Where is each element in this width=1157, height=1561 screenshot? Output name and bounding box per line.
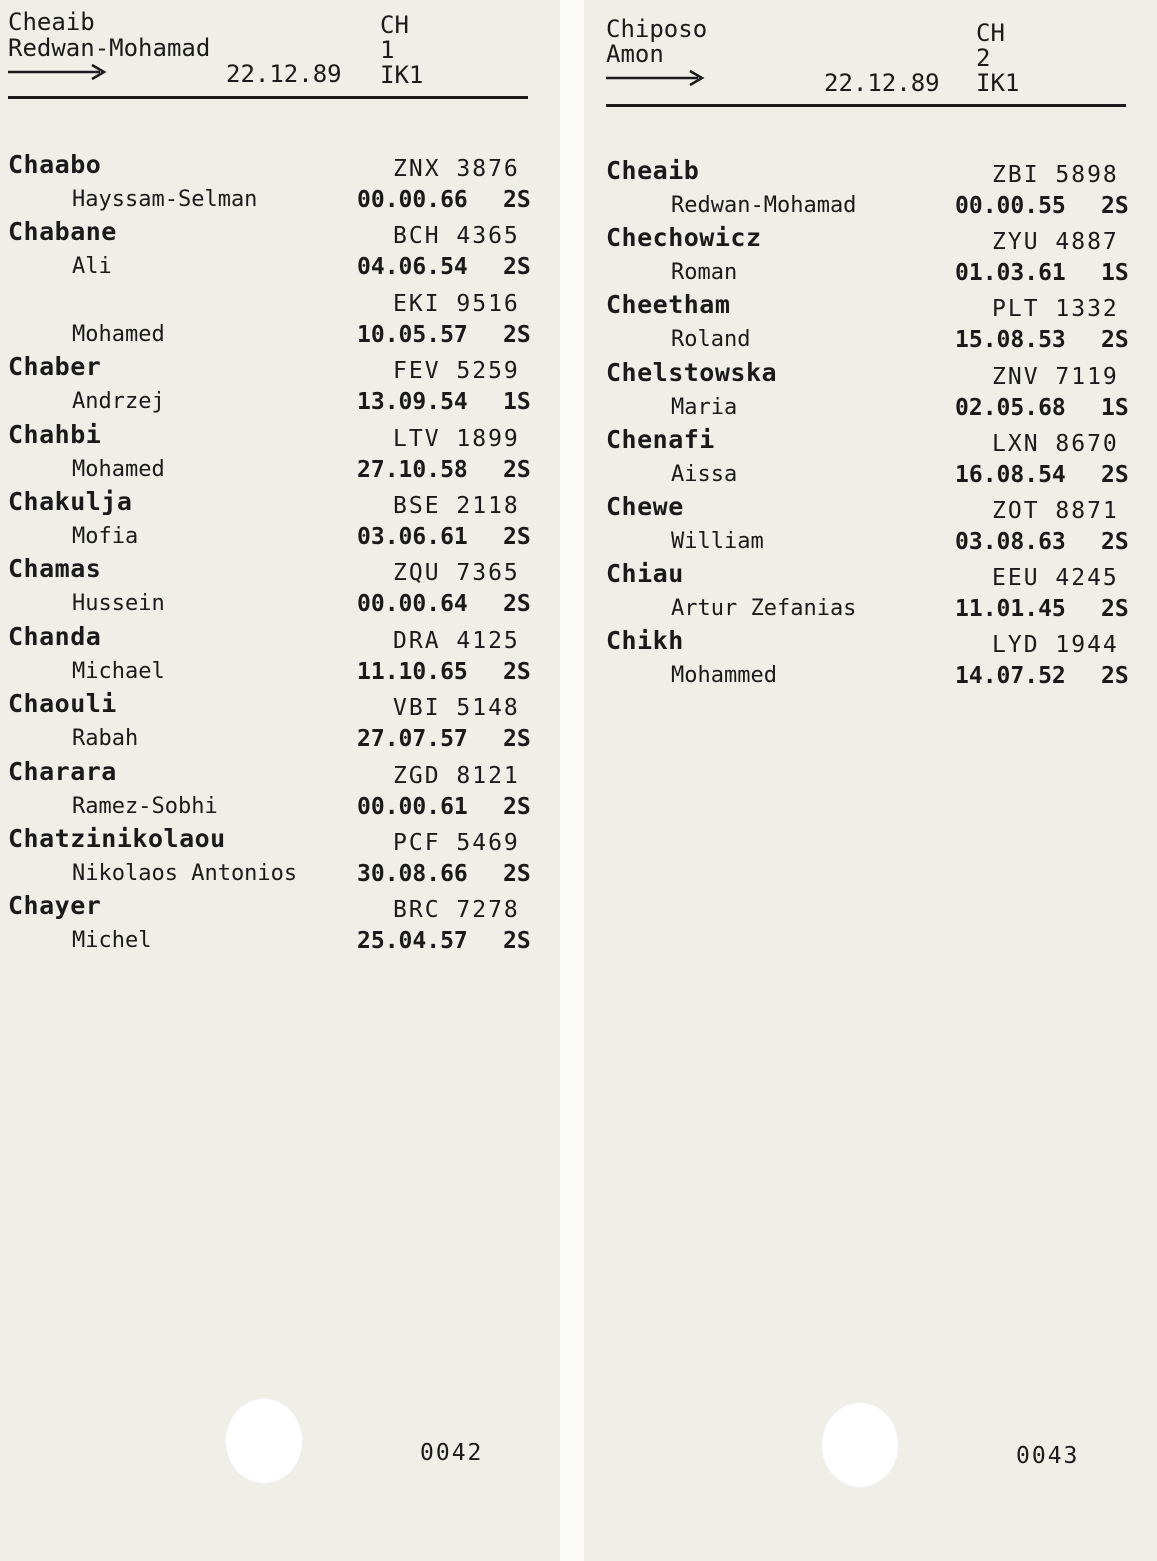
entry-date: 03.08.63 [955,529,1066,555]
index-card-left [0,0,560,1561]
entry-date: 03.06.61 [357,524,468,550]
header-given-name: Amon [606,40,664,68]
entry-class: 2S [503,456,531,483]
entry-given-name: Ramez-Sobhi [72,793,218,819]
entry-class: 2S [503,591,531,618]
entry-class: 2S [1101,461,1129,488]
entry-given-name: Mohamed [72,456,165,482]
entry-surname: Chayer [8,891,102,921]
entry-code: ZNV 7119 [992,363,1119,390]
header-code: IK1 [976,69,1020,97]
entry-date: 00.00.55 [955,193,1066,219]
index-card-right [584,0,1157,1561]
entry-date: 01.03.61 [955,260,1066,287]
entry-class: 2S [1101,529,1129,555]
entry-code: ZQU 7365 [393,560,520,587]
header-card-number: 2 [976,44,991,72]
entry-surname: Chabane [8,217,117,247]
entry-date: 14.07.52 [955,663,1066,690]
entry-date: 27.10.58 [357,456,468,483]
header-card-number: 1 [380,36,395,64]
entry-code: PLT 1332 [992,296,1119,323]
page-number: 0042 [420,1440,484,1466]
entry-date: 10.05.57 [357,321,468,348]
entry-class: 2S [503,658,531,685]
entry-code: FEV 5259 [393,358,520,385]
entry-date: 15.08.53 [955,327,1066,354]
entry-code: LXN 8670 [992,430,1119,457]
entry-given-name: Michael [72,658,165,684]
entry-surname: Chahbi [8,419,102,449]
header-given-name: Redwan-Mohamad [8,34,211,62]
entry-class: 2S [503,726,531,753]
entry-date: 00.00.61 [357,793,468,820]
entry-date: 04.06.54 [357,254,468,281]
entry-class: 2S [1101,663,1129,690]
entry-code: BRC 7278 [393,897,520,924]
entry-code: ZOT 8871 [992,498,1119,524]
entry-code: DRA 4125 [393,627,520,654]
page-number: 0043 [1016,1443,1080,1469]
entry-surname: Chenafi [606,424,715,454]
entry-code: EEU 4245 [992,565,1119,592]
arrow-right-icon [8,62,108,82]
entry-given-name: Mofia [72,524,139,549]
punch-hole [821,1402,899,1488]
entry-date: 16.08.54 [955,461,1066,488]
entry-class: 2S [1101,596,1129,623]
entry-given-name: Roman [671,260,738,286]
header-surname: Chiposo [606,15,708,43]
entry-class: 2S [1101,327,1129,354]
entry-given-name: William [671,529,764,554]
entry-surname: Cheetham [606,290,731,320]
arrow-right-icon [606,68,706,88]
entry-surname: Chiau [606,559,684,589]
entry-surname: Charara [8,756,117,786]
entry-surname: Chamas [8,554,102,584]
entry-code: ZYU 4887 [992,229,1119,256]
entry-given-name: Hayssam-Selman [72,187,258,212]
entry-class: 2S [503,524,531,550]
entry-surname: Chikh [606,626,684,656]
header-date: 22.12.89 [824,69,940,97]
entry-surname: Chakulja [8,487,133,516]
entry-surname: Chaabo [8,150,102,179]
entry-date: 13.09.54 [357,389,468,416]
entry-surname: Cheaib [606,156,700,185]
entry-code: ZBI 5898 [992,162,1119,188]
entry-given-name: Ali [72,254,112,280]
entry-class: 2S [503,254,531,281]
header-series: CH [380,11,409,39]
entry-class: 1S [503,389,531,416]
entry-code: BSE 2118 [393,493,520,519]
entry-class: 1S [1101,394,1129,421]
header-series: CH [976,19,1005,47]
entry-class: 2S [503,928,531,955]
entry-date: 25.04.57 [357,928,468,955]
entry-given-name: Hussein [72,591,165,617]
header-code: IK1 [380,61,424,89]
entry-date: 11.01.45 [955,596,1066,623]
entry-code: BCH 4365 [393,223,520,250]
entry-code: PCF 5469 [393,830,520,856]
entry-given-name: Artur Zefanias [671,596,857,622]
entry-date: 30.08.66 [357,861,468,887]
entry-date: 11.10.65 [357,658,468,685]
entry-given-name: Redwan-Mohamad [671,193,857,218]
entry-given-name: Rabah [72,726,139,752]
entry-code: EKI 9516 [393,290,520,317]
entry-date: 02.05.68 [955,394,1066,421]
entry-code: ZNX 3876 [393,156,520,182]
header-date: 22.12.89 [226,60,342,88]
entry-given-name: Andrzej [72,389,165,415]
header-rule [606,104,1126,107]
entry-given-name: Aissa [671,461,738,487]
entry-surname: Chelstowska [606,357,778,387]
entry-given-name: Maria [671,394,738,420]
card-gap [560,0,584,1561]
punch-hole [225,1398,303,1484]
entry-class: 2S [503,861,531,887]
entry-given-name: Mohamed [72,321,165,347]
entry-surname: Chanda [8,621,102,651]
entry-date: 27.07.57 [357,726,468,753]
entry-class: 2S [503,321,531,348]
entry-code: VBI 5148 [393,695,520,722]
entry-surname: Chewe [606,492,684,521]
entry-given-name: Nikolaos Antonios [72,861,298,886]
entry-surname: Chaouli [8,689,117,719]
entry-code: LYD 1944 [992,632,1119,659]
entry-given-name: Mohammed [671,663,777,689]
entry-class: 2S [1101,193,1129,219]
header-surname: Cheaib [8,8,95,36]
entry-surname: Chaber [8,352,102,382]
entry-given-name: Roland [671,327,751,353]
entry-date: 00.00.64 [357,591,468,618]
entry-class: 2S [503,793,531,820]
entry-date: 00.00.66 [357,187,468,213]
entry-given-name: Michel [72,928,152,954]
entry-code: ZGD 8121 [393,762,520,789]
entry-class: 2S [503,187,531,213]
header-rule [8,96,528,99]
entry-surname: Chatzinikolaou [8,824,226,853]
entry-code: LTV 1899 [393,425,520,452]
entry-class: 1S [1101,260,1129,287]
entry-surname: Chechowicz [606,223,762,253]
